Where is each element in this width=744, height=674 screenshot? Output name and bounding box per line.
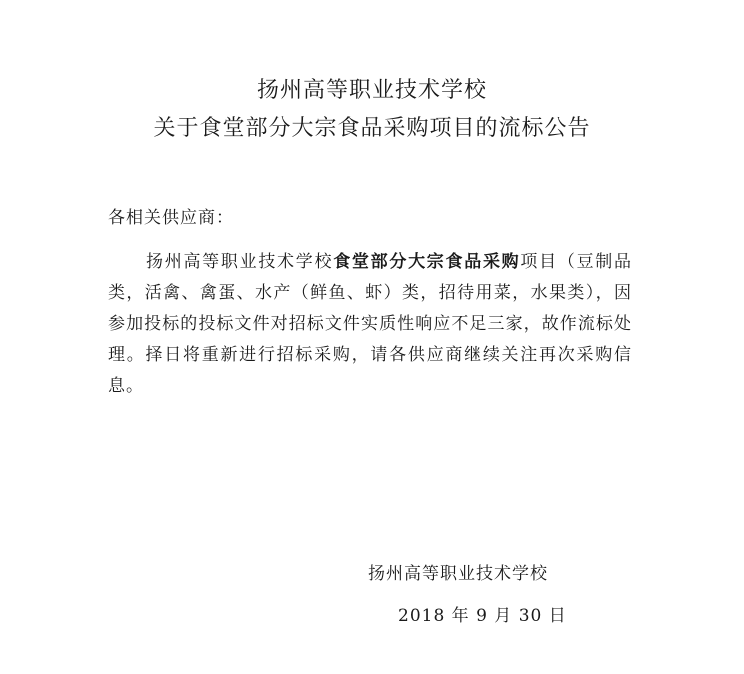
body-project-name: 食堂部分大宗食品采购 [333, 252, 521, 272]
notice-title-school: 扬州高等职业技术学校 [256, 78, 487, 103]
body-suffix: 项目（豆制品类，活禽、禽蛋、水产（鲜鱼、虾）类，招待用菜，水果类），因参加投标的投标文件对招标文件实质性响应不足三家，故作流标处理。择日将重新进行招标采购，请各供应商继续关注再次采购信息。 [108, 252, 633, 396]
notice-title-subject: 关于食堂部分大宗食品采购项目的流标公告 [153, 116, 591, 141]
notice-date: 2018 年 9 月 30 日 [398, 606, 567, 626]
notice-body [108, 247, 632, 402]
signature: 扬州高等职业技术学校 [368, 564, 548, 584]
salutation: 各相关供应商： [108, 208, 234, 228]
body-prefix: 扬州高等职业技术学校 [146, 252, 334, 272]
